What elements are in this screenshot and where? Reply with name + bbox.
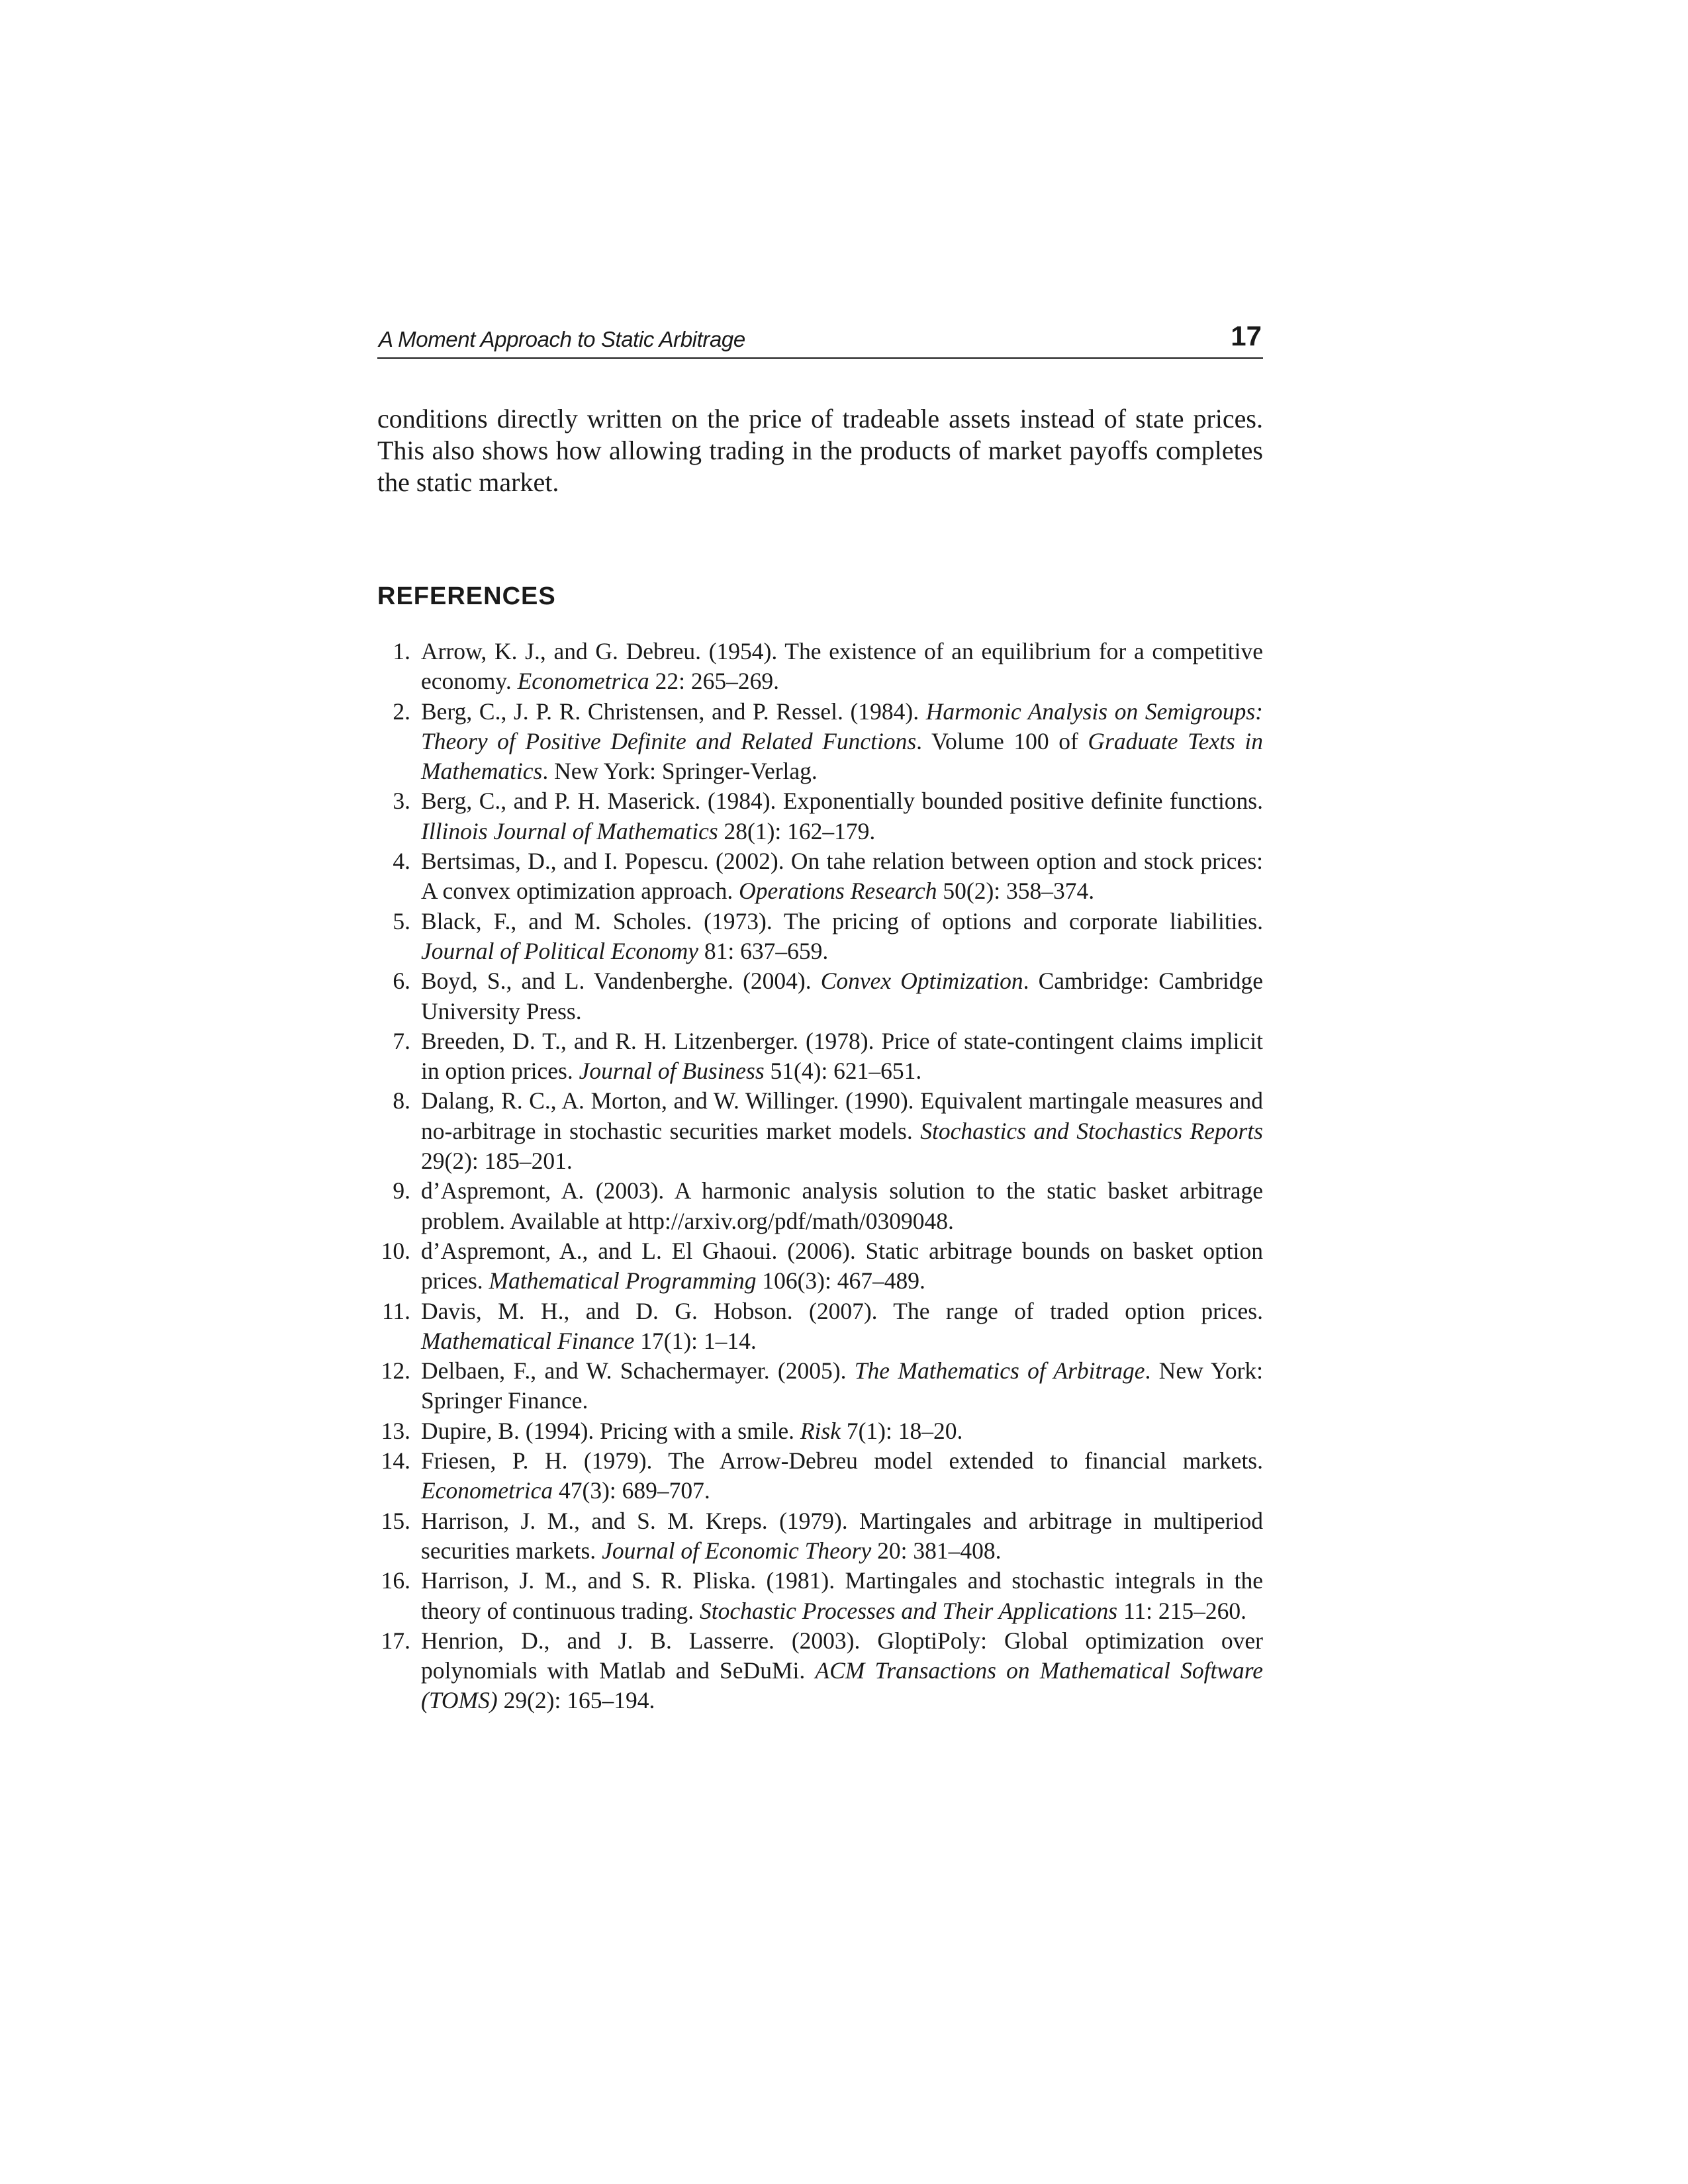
- reference-segment: Boyd, S., and L. Vandenberghe. (2004).: [421, 968, 821, 995]
- reference-item: [377, 1626, 1263, 1716]
- reference-number: 4.: [393, 848, 410, 875]
- reference-number: 2.: [393, 698, 410, 725]
- reference-item: [377, 966, 1263, 1026]
- reference-item: [377, 907, 1263, 967]
- reference-item: [377, 1446, 1263, 1506]
- reference-number: 9.: [393, 1177, 410, 1205]
- page-number: 17: [1231, 320, 1262, 351]
- intro-paragraph: conditions directly written on the price of tradeable assets instead of state prices. This also shows how allowing trading in the products of market payoffs completes the static market.: [377, 404, 1263, 497]
- reference-number: 15.: [381, 1507, 410, 1534]
- reference-segment: . New York: Springer-Verlag.: [542, 758, 818, 785]
- reference-number: 5.: [393, 907, 410, 934]
- reference-segment: 106(3): 467–489.: [756, 1267, 925, 1295]
- reference-item: [377, 1026, 1263, 1087]
- reference-italic-segment: Operations Research: [739, 878, 937, 905]
- reference-italic-segment: Journal of Economic Theory: [602, 1537, 872, 1564]
- reference-item: [377, 637, 1263, 697]
- reference-segment: d’Aspremont, A., and L. El Ghaoui. (2006). Static arbitrage bounds on basket option prices.: [421, 1237, 1263, 1295]
- reference-italic-segment: Graduate Texts in Mathematics: [421, 727, 1263, 785]
- reference-segment: 51(4): 621–651.: [764, 1058, 922, 1085]
- book-page: [377, 0, 1263, 2184]
- reference-segment: . Cambridge: Cambridge University Press.: [421, 968, 1263, 1024]
- reference-italic-segment: Journal of Political Economy: [421, 937, 699, 964]
- reference-segment: Harrison, J. M., and S. R. Pliska. (1981). Martingales and stochastic integrals in the theory of continuous trading.: [421, 1567, 1263, 1624]
- reference-text: [421, 1567, 1263, 1623]
- reference-segment: Dalang, R. C., A. Morton, and W. Willinger. (1990). Equivalent martingale measures and no-arbitrage in stochastic securities market models.: [421, 1087, 1263, 1144]
- reference-number: 6.: [393, 968, 410, 995]
- reference-number: 14.: [381, 1447, 410, 1475]
- reference-item: [377, 846, 1263, 907]
- reference-number: 1.: [393, 638, 410, 664]
- reference-item: [377, 1236, 1263, 1297]
- reference-segment: Harrison, J. M., and S. M. Kreps. (1979). Martingales and arbitrage in multiperiod securities markets.: [421, 1507, 1263, 1564]
- reference-segment: 47(3): 689–707.: [553, 1477, 710, 1504]
- reference-segment: . New York: Springer Finance.: [421, 1357, 1264, 1414]
- reference-item: [377, 697, 1263, 787]
- reference-segment: Breeden, D. T., and R. H. Litzenberger. (1978). Price of state-contingent claims implicit in option prices.: [421, 1027, 1263, 1085]
- reference-item: [377, 1566, 1263, 1626]
- reference-italic-segment: Journal of Business: [579, 1058, 765, 1085]
- reference-item: [377, 1506, 1263, 1567]
- reference-item: [377, 1176, 1263, 1236]
- reference-italic-segment: Econometrica: [421, 1477, 553, 1504]
- reference-segment: Henrion, D., and J. B. Lasserre. (2003). GloptiPoly: Global optimization over polynomials with Matlab and SeDuMi.: [421, 1627, 1263, 1684]
- reference-segment: Bertsimas, D., and I. Popescu. (2002). On tahe relation between option and stock prices: A convex optimization approach.: [421, 848, 1263, 905]
- reference-segment: 50(2): 358–374.: [937, 878, 1095, 905]
- reference-number: 16.: [381, 1567, 410, 1594]
- reference-text: [421, 638, 1263, 694]
- reference-text: [421, 1447, 1263, 1504]
- reference-text: [421, 1087, 1263, 1174]
- reference-text: [421, 1028, 1263, 1084]
- reference-segment: 20: 381–408.: [871, 1537, 1002, 1564]
- reference-italic-segment: Mathematical Finance: [421, 1327, 635, 1354]
- reference-italic-segment: Illinois Journal of Mathematics: [421, 817, 718, 844]
- reference-text: [421, 1508, 1263, 1564]
- reference-item: [377, 1086, 1263, 1176]
- reference-item: [377, 786, 1263, 846]
- reference-italic-segment: The Mathematics of Arbitrage: [854, 1357, 1145, 1385]
- reference-text: [421, 968, 1263, 1024]
- reference-number: 3.: [393, 788, 410, 815]
- reference-text: [421, 1298, 1263, 1354]
- reference-italic-segment: Convex Optimization: [820, 968, 1023, 995]
- reference-italic-segment: Risk: [800, 1417, 841, 1444]
- reference-segment: Dupire, B. (1994). Pricing with a smile.: [421, 1417, 800, 1444]
- reference-segment: d’Aspremont, A. (2003). A harmonic analysis solution to the static basket arbitrage problem. Available at http://arxiv.org/pdf/math/0309048.: [421, 1177, 1263, 1234]
- reference-text: [421, 1177, 1263, 1234]
- reference-number: 13.: [381, 1417, 410, 1444]
- reference-number: 12.: [381, 1357, 410, 1385]
- reference-text: [421, 908, 1263, 964]
- reference-segment: 29(2): 165–194.: [497, 1687, 655, 1714]
- reference-text: [421, 1418, 962, 1444]
- reference-segment: Davis, M. H., and D. G. Hobson. (2007). The range of traded option prices.: [421, 1297, 1263, 1324]
- reference-italic-segment: Econometrica: [517, 668, 649, 695]
- reference-item: [377, 1356, 1263, 1416]
- reference-text: [421, 788, 1263, 844]
- reference-italic-segment: ACM Transactions on Mathematical Software (TOMS): [421, 1657, 1263, 1714]
- running-title: A Moment Approach to Static Arbitrage: [379, 327, 745, 351]
- reference-segment: 11: 215–260.: [1117, 1597, 1246, 1624]
- reference-item: [377, 1416, 1263, 1446]
- reference-segment: Berg, C., J. P. R. Christensen, and P. Ressel. (1984).: [421, 698, 926, 725]
- reference-segment: Delbaen, F., and W. Schachermayer. (2005).: [421, 1357, 855, 1385]
- reference-segment: 29(2): 185–201.: [421, 1148, 573, 1175]
- reference-segment: 28(1): 162–179.: [718, 817, 876, 844]
- reference-text: [421, 848, 1263, 904]
- reference-italic-segment: Harmonic Analysis on Semigroups: Theory of Positive Definite and Related Functions: [421, 698, 1263, 754]
- reference-text: [421, 1238, 1263, 1294]
- reference-segment: Black, F., and M. Scholes. (1973). The pricing of options and corporate liabilities.: [421, 907, 1263, 934]
- reference-number: 11.: [381, 1297, 410, 1324]
- reference-segment: . Volume 100 of: [916, 727, 1088, 754]
- reference-segment: 17(1): 1–14.: [634, 1327, 757, 1354]
- reference-segment: 22: 265–269.: [649, 668, 779, 695]
- reference-segment: Berg, C., and P. H. Maserick. (1984). Exponentially bounded positive definite functions.: [421, 788, 1263, 815]
- reference-list: [377, 637, 1263, 1716]
- reference-italic-segment: Mathematical Programming: [489, 1267, 757, 1295]
- running-header: [377, 316, 1263, 359]
- reference-segment: 7(1): 18–20.: [840, 1417, 963, 1444]
- references-heading: REFERENCES: [377, 582, 556, 610]
- reference-text: [421, 698, 1263, 785]
- reference-number: 8.: [393, 1087, 410, 1115]
- reference-number: 10.: [381, 1237, 410, 1264]
- reference-segment: Friesen, P. H. (1979). The Arrow-Debreu model extended to financial markets.: [421, 1447, 1263, 1475]
- reference-italic-segment: Stochastic Processes and Their Applications: [700, 1597, 1118, 1624]
- reference-italic-segment: Stochastics and Stochastics Reports: [920, 1117, 1263, 1144]
- reference-segment: Arrow, K. J., and G. Debreu. (1954). The existence of an equilibrium for a competitive economy.: [421, 638, 1263, 695]
- reference-number: 17.: [381, 1627, 410, 1654]
- reference-item: [377, 1297, 1263, 1357]
- reference-number: 7.: [393, 1027, 410, 1054]
- reference-segment: 81: 637–659.: [698, 937, 829, 964]
- reference-text: [421, 1627, 1263, 1714]
- reference-text: [421, 1357, 1263, 1414]
